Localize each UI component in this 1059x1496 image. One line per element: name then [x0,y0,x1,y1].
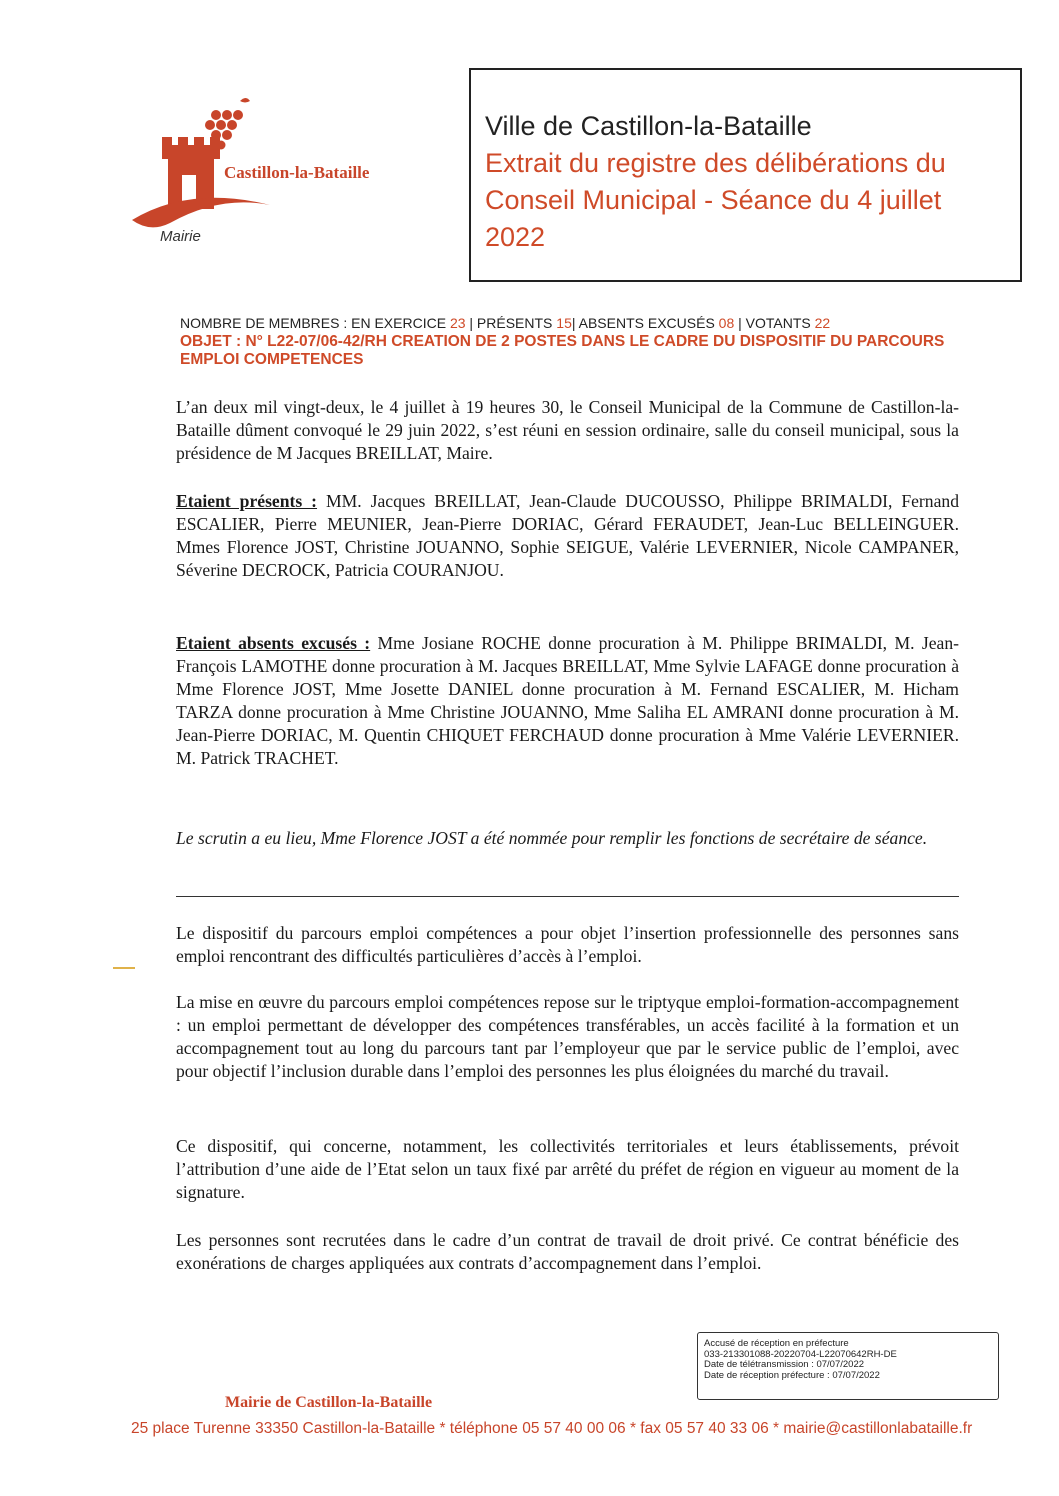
footer-title: Mairie de Castillon-la-Bataille [225,1394,433,1411]
members-votants: 22 [814,315,831,331]
logo-subtitle: Mairie [160,228,201,245]
members-votants-label: | VOTANTS [738,315,811,331]
footer-address: 25 place Turenne 33350 Castillon-la-Bataille * téléphone 05 57 40 00 06 * fax 05 57 40 33 06 * mairie@castillonlabataille.fr [131,1420,973,1437]
members-prefix: NOMBRE DE MEMBRES : EN EXERCICE [180,315,447,331]
objet-title: OBJET : N° L22-07/06-42/RH CREATION DE 2 POSTES DANS LE CADRE DU DISPOSITIF DU PARCOURS EMPLOI COMPETENCES [180,333,945,368]
stamp-line-1: Accusé de réception en préfecture [704,1338,849,1349]
stamp-line-4: Date de réception préfecture : 07/07/2022 [704,1369,880,1381]
header-city: Ville de Castillon-la-Bataille [485,111,812,141]
header-box [469,68,1022,282]
members-presents-label: | PRÉSENTS [469,315,553,331]
paragraph-2: La mise en œuvre du parcours emploi compétences repose sur le triptyque emploi-formation-accompagnement : un emploi permettant de développer des compétences transférables, un accès facilité à la formation et un accompagnement tout au long du parcours tant par l’employeur que par le service public de l’emploi, avec pour objectif l’inclusion durable dans l’emploi des personnes les plus éloignées du marché du travail. [176,992,959,1081]
paragraph-4: Les personnes sont recrutées dans le cadre d’un contrat de travail de droit privé. Ce contrat bénéficie des exonérations de charges appliquées aux contrats d’accompagnement dans l’emploi. [176,1230,959,1273]
members-en-exercice: 23 [449,315,466,331]
intro-paragraph: L’an deux mil vingt-deux, le 4 juillet à 19 heures 30, le Conseil Municipal de la Commune de Castillon-la-Bataille dûment convoqué le 29 juin 2022, s’est réuni en session ordinaire, salle du conseil municipal, sous la présidence de M Jacques BREILLAT, Maire. [176,397,959,463]
stamp-line-2: 033-213301088-20220704-L22070642RH-DE [704,1348,897,1360]
paragraph-1: Le dispositif du parcours emploi compétences a pour objet l’insertion professionnelle des personnes sans emploi rencontrant des difficultés particulières d’accès à l’emploi. [176,923,959,966]
members-absents: 08 [718,315,735,331]
logo-name: Castillon-la-Bataille [224,163,370,182]
paragraph-3: Ce dispositif, qui concerne, notamment, les collectivités territoriales et leurs établissements, prévoit l’attribution d’une aide de l’Etat selon un taux fixé par arrêté du préfet de région en vigueur au moment de la signature. [176,1136,959,1202]
absents-label: Etaient absents excusés : [176,633,371,653]
header-extract: Extrait du registre des délibérations du Conseil Municipal - Séance du 4 juillet 2022 [485,148,946,252]
stamp-line-3: Date de télétransmission : 07/07/2022 [704,1359,865,1370]
prefecture-stamp [697,1332,999,1400]
scrutin-paragraph: Le scrutin a eu lieu, Mme Florence JOST a été nommée pour remplir les fonctions de secrétaire de séance. [176,828,928,848]
divider [176,896,959,897]
members-count [180,315,960,331]
presents-label: Etaient présents : [176,491,318,511]
members-absents-label: | ABSENTS EXCUSÉS [571,315,715,331]
members-presents: 15 [556,315,572,331]
absents-text: Mme Josiane ROCHE donne procuration à M. Philippe BRIMALDI, M. Jean-François LAMOTHE donne procuration à M. Jacques BREILLAT, Mme Sylvie LAFAGE donne procuration à Mme Florence JOST, Mme Josette DANIEL donne procuration à M. Fernand ESCALIER, M. Hicham TARZA donne procuration à Mme Christine JOUANNO, Mme Saliha EL AMRANI donne procuration à M. Jean-Pierre DORIAC, M. Quentin CHIQUET FERCHAUD donne procuration à Mme Valérie LEVERNIER. M. Patrick TRACHET. [176,633,959,768]
margin-mark [113,967,135,969]
presents-paragraph [176,490,959,582]
presents-text: MM. Jacques BREILLAT, Jean-Claude DUCOUSSO, Philippe BRIMALDI, Fernand ESCALIER, Pierre MEUNIER, Jean-Pierre DORIAC, Gérard FERAUDET, Jean-Luc BELLEINGUER. Mmes Florence JOST, Christine JOUANNO, Sophie SEIGUE, Valérie LEVERNIER, Nicole CAMPANER, Séverine DECROCK, Patricia COURANJOU. [176,491,959,580]
absents-paragraph [176,632,959,770]
